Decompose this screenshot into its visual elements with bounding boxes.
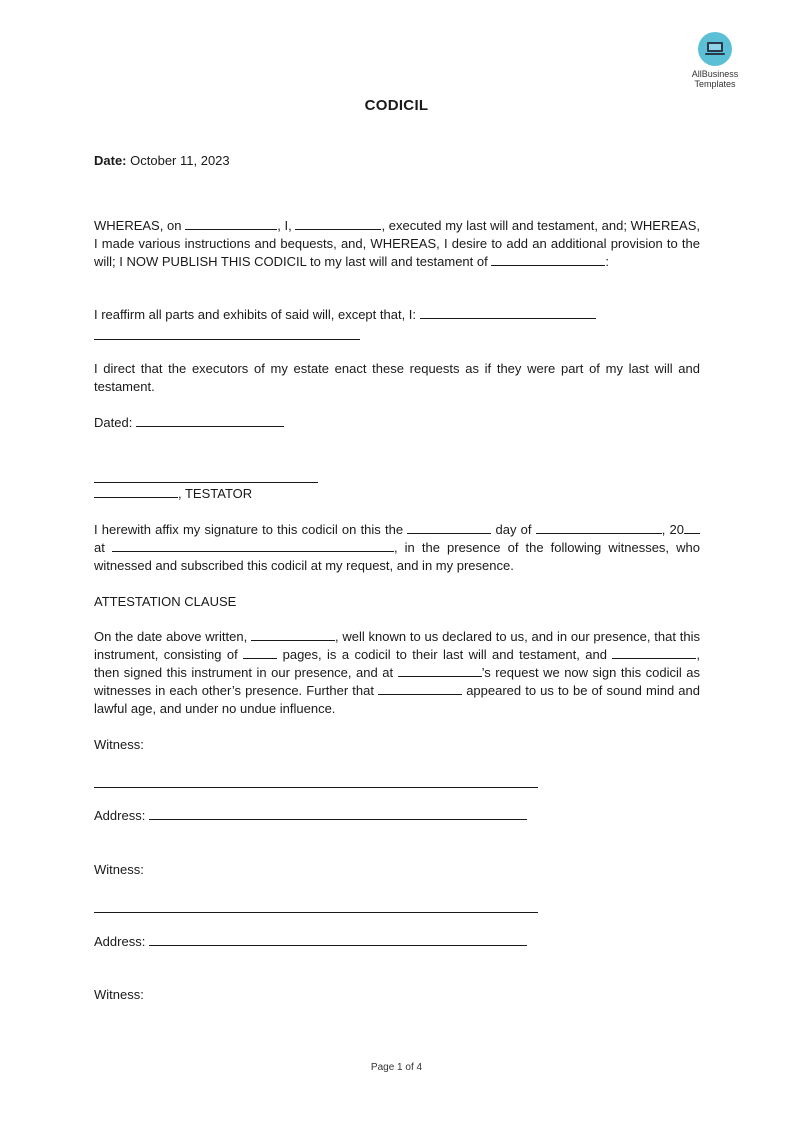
- witness-signature-line-1[interactable]: [94, 787, 538, 788]
- testator-label: , TESTATOR: [178, 486, 253, 501]
- document-title: CODICIL: [364, 97, 429, 114]
- blank-month[interactable]: [536, 521, 662, 534]
- text: , executed my last will and testament, and; WHEREAS, I made various instructions and bequests, and, WHEREAS, I desire to add an additional provision to the will; I NOW PUBLISH THIS CODICIL to my last will and testament of: [94, 218, 700, 269]
- blank-day[interactable]: [407, 521, 491, 534]
- text: at: [94, 540, 105, 555]
- blank-pages[interactable]: [243, 646, 277, 659]
- witness-signature-line-2[interactable]: [94, 912, 538, 913]
- signature-line-testator[interactable]: [94, 482, 318, 483]
- text: I herewith affix my signature to this codicil on this the: [94, 522, 404, 537]
- text: ’s request we now sign this codicil as witnesses in each other’s presence. Further that: [94, 665, 700, 698]
- blank-dated[interactable]: [136, 414, 284, 427]
- text: ,: [393, 540, 398, 555]
- text: day of: [495, 522, 532, 537]
- witness-label-3: Witness:: [94, 987, 144, 1002]
- blank-person[interactable]: [378, 682, 462, 695]
- blank-year[interactable]: [684, 521, 700, 534]
- address-line-2: [94, 933, 700, 951]
- paragraph-reaffirm: [94, 306, 700, 324]
- blank-testator[interactable]: [491, 253, 605, 266]
- text: , I,: [277, 218, 292, 233]
- witness-label-2: Witness:: [94, 862, 144, 877]
- dated-line: [94, 414, 700, 432]
- text: in the presence of the following witnesses, who witnessed and subscribed this codicil at my request, and in my presence.: [94, 540, 700, 573]
- blank-address-1[interactable]: [149, 807, 527, 820]
- page-number: Page 1 of 4: [370, 1062, 423, 1073]
- blank-place[interactable]: [112, 539, 394, 552]
- blank-requester[interactable]: [398, 664, 482, 677]
- dated-label: Dated:: [94, 415, 133, 430]
- blank-signer[interactable]: [612, 646, 696, 659]
- paragraph-direct: I direct that the executors of my estate enact these requests as if they were part of my last will and testament.: [94, 361, 700, 394]
- logo-line-2: Templates: [694, 79, 736, 89]
- address-label: Address:: [94, 934, 146, 949]
- blank-address-2[interactable]: [149, 933, 527, 946]
- paragraph-attestation: [94, 628, 700, 718]
- paragraph-whereas: [94, 217, 700, 271]
- logo-line-1: AllBusiness: [691, 69, 739, 79]
- logo-text: [678, 69, 752, 89]
- witness-label-1: Witness:: [94, 737, 144, 752]
- address-line-1: [94, 807, 700, 825]
- text: On the date above written,: [94, 629, 248, 644]
- text: appeared to us to be of sound mind and lawful age, and under no undue influence.: [94, 683, 700, 716]
- text: :: [605, 254, 609, 269]
- laptop-icon: [698, 32, 732, 66]
- date-label: Date:: [94, 153, 127, 168]
- text: , then signed this instrument in our presence, and at: [94, 647, 700, 680]
- attestation-heading: ATTESTATION CLAUSE: [94, 594, 237, 609]
- date-line: [94, 152, 700, 170]
- blank-exception-2[interactable]: [94, 339, 360, 340]
- blank-testator-name[interactable]: [94, 485, 178, 498]
- paragraph-affix: [94, 521, 700, 575]
- text: pages, is a codicil to their last will and testament, and: [282, 647, 607, 662]
- blank-declarant[interactable]: [251, 628, 335, 641]
- text: ,: [661, 522, 666, 537]
- text: 20: [669, 522, 684, 537]
- blank-date[interactable]: [185, 217, 277, 230]
- blank-exception-1[interactable]: [420, 306, 596, 319]
- blank-name[interactable]: [295, 217, 381, 230]
- text: I reaffirm all parts and exhibits of said will, except that, I:: [94, 307, 417, 322]
- testator-line: [94, 485, 700, 503]
- date-value: October 11, 2023: [130, 153, 230, 168]
- company-logo: [678, 32, 752, 89]
- text: , well known to us declared to us, and in our presence, that this instrument, consisting of: [94, 629, 701, 662]
- address-label: Address:: [94, 808, 146, 823]
- text: WHEREAS, on: [94, 218, 182, 233]
